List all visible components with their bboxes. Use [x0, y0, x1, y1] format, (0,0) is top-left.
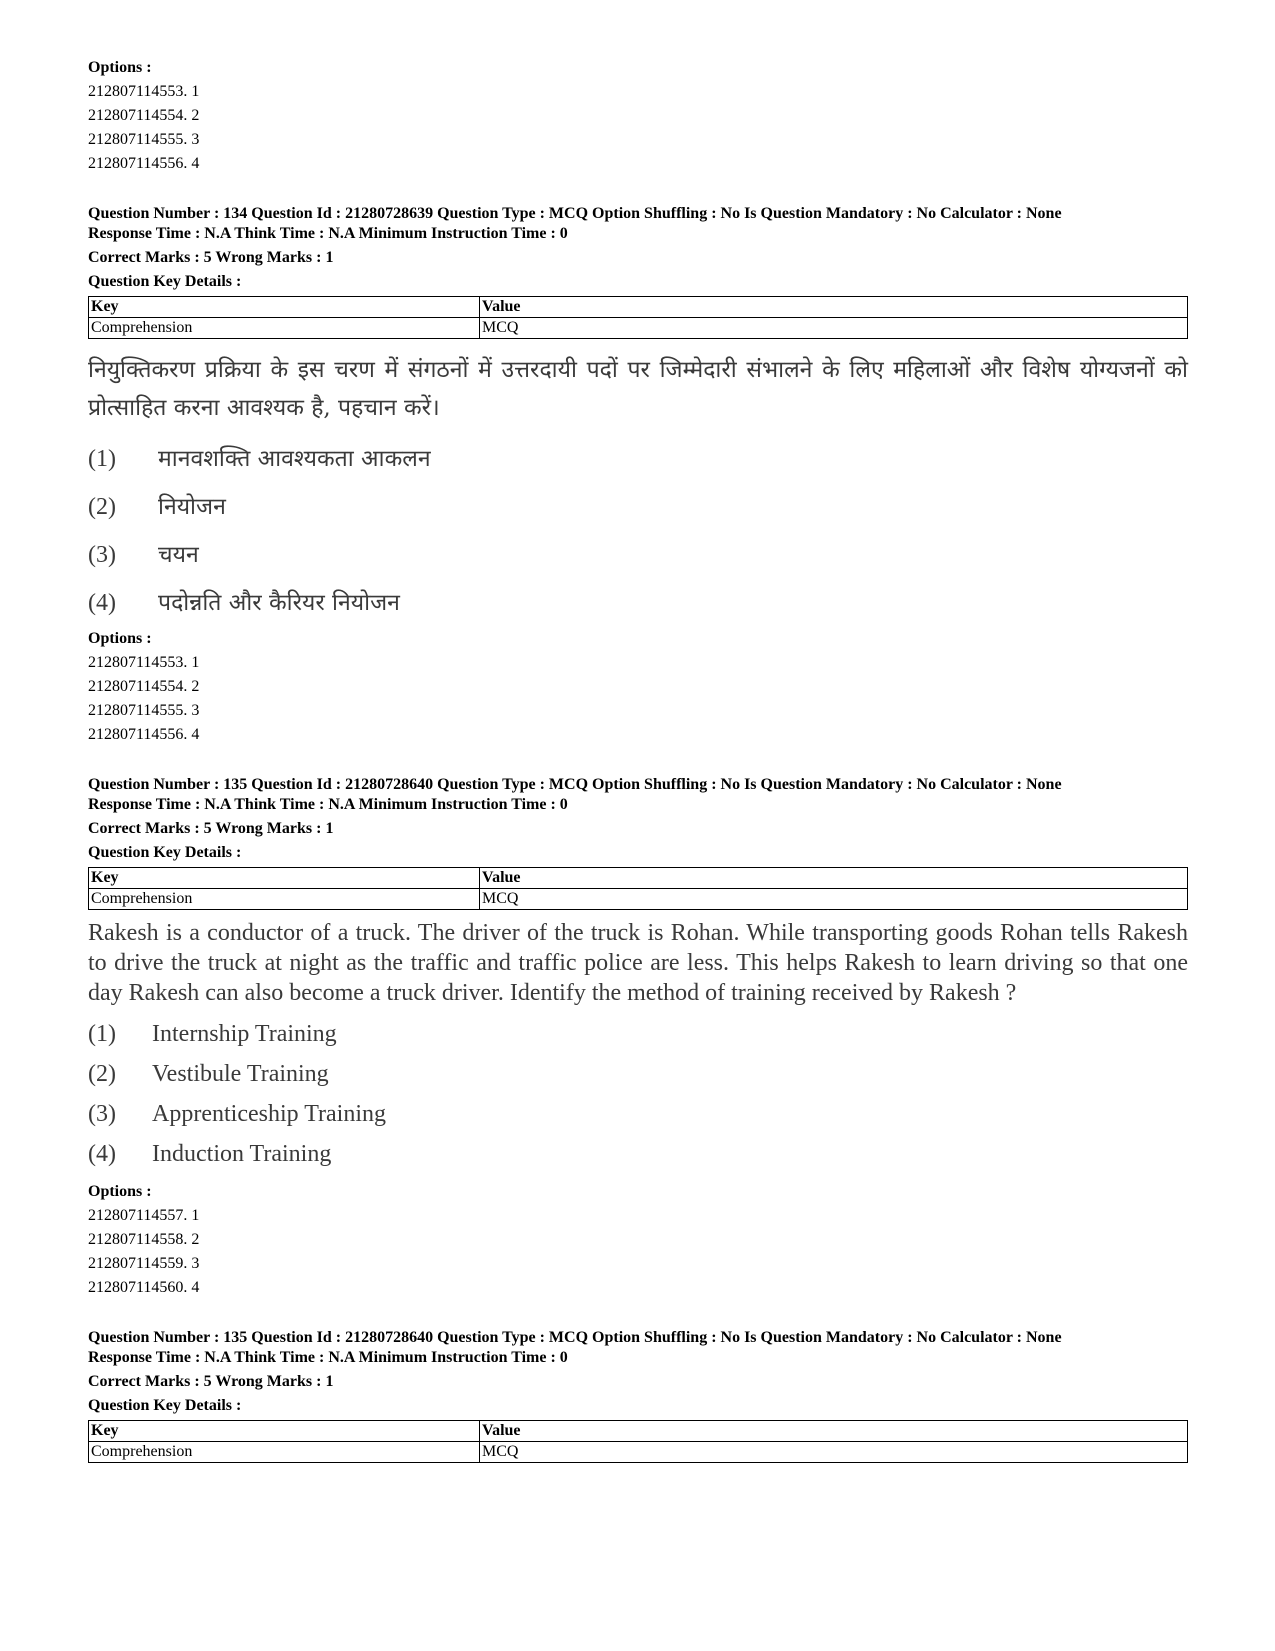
option-item: 212807114555. 3 — [88, 702, 200, 719]
choice-1 — [88, 1014, 1188, 1054]
question-header: Question Number : 135 Question Id : 21280728640 Question Type : MCQ Option Shuffling : No Is Question Mandatory : No Calculator : None — [88, 1329, 1062, 1346]
option-item: 212807114557. 1 — [88, 1207, 200, 1224]
option-item: 212807114554. 2 — [88, 678, 200, 695]
option-item: 212807114556. 4 — [88, 726, 200, 743]
key-details-table — [88, 867, 1188, 910]
key-header: Key — [89, 1421, 480, 1442]
question-header: Question Number : 135 Question Id : 21280728640 Question Type : MCQ Option Shuffling : No Is Question Mandatory : No Calculator : None — [88, 776, 1062, 793]
value-cell: MCQ — [480, 1442, 1188, 1463]
choice-text: मानवशक्ति आवश्यकता आकलन — [158, 446, 431, 472]
question-135-repeat — [88, 1328, 1188, 1463]
key-cell: Comprehension — [89, 1442, 480, 1463]
choice-4 — [88, 1134, 1188, 1174]
question-body — [88, 351, 1188, 627]
option-item: 212807114559. 3 — [88, 1255, 200, 1272]
key-details-table — [88, 1420, 1188, 1463]
option-item: 212807114555. 3 — [88, 131, 200, 148]
question-marks: Correct Marks : 5 Wrong Marks : 1 — [88, 1373, 334, 1390]
choice-number: (4) — [88, 590, 116, 616]
option-item: 212807114553. 1 — [88, 654, 200, 671]
choice-text: Internship Training — [152, 1021, 337, 1047]
options-label: Options : — [88, 630, 152, 647]
choice-2 — [88, 1054, 1188, 1094]
option-item: 212807114558. 2 — [88, 1231, 200, 1248]
value-cell: MCQ — [480, 318, 1188, 339]
choice-text: Apprenticeship Training — [152, 1101, 386, 1127]
choice-number: (1) — [88, 446, 116, 472]
question-timing: Response Time : N.A Think Time : N.A Minimum Instruction Time : 0 — [88, 225, 568, 242]
choice-number: (2) — [88, 494, 116, 520]
choice-4 — [88, 579, 1188, 627]
key-cell: Comprehension — [89, 889, 480, 910]
question-header: Question Number : 134 Question Id : 21280728639 Question Type : MCQ Option Shuffling : No Is Question Mandatory : No Calculator : None — [88, 205, 1062, 222]
value-header: Value — [480, 297, 1188, 318]
question-marks: Correct Marks : 5 Wrong Marks : 1 — [88, 249, 334, 266]
question-134 — [88, 204, 1188, 747]
choice-number: (4) — [88, 1141, 116, 1167]
question-options — [88, 627, 1188, 747]
key-details-label: Question Key Details : — [88, 844, 242, 861]
question-timing: Response Time : N.A Think Time : N.A Minimum Instruction Time : 0 — [88, 796, 568, 813]
choice-text: पदोन्नति और कैरियर नियोजन — [158, 590, 400, 616]
choice-3 — [88, 531, 1188, 579]
key-header: Key — [89, 868, 480, 889]
document-page — [88, 56, 1188, 1463]
key-cell: Comprehension — [89, 318, 480, 339]
options-label: Options : — [88, 1183, 152, 1200]
top-options — [88, 56, 1188, 176]
question-marks: Correct Marks : 5 Wrong Marks : 1 — [88, 820, 334, 837]
choice-number: (3) — [88, 542, 116, 568]
choice-2 — [88, 483, 1188, 531]
choice-1 — [88, 435, 1188, 483]
value-header: Value — [480, 868, 1188, 889]
key-details-label: Question Key Details : — [88, 1397, 242, 1414]
option-item: 212807114553. 1 — [88, 83, 200, 100]
choice-text: चयन — [158, 542, 199, 568]
key-details-label: Question Key Details : — [88, 273, 242, 290]
choice-text: नियोजन — [158, 494, 226, 520]
value-header: Value — [480, 1421, 1188, 1442]
question-timing: Response Time : N.A Think Time : N.A Minimum Instruction Time : 0 — [88, 1349, 568, 1366]
choice-number: (2) — [88, 1061, 116, 1087]
question-stem: Rakesh is a conductor of a truck. The driver of the truck is Rohan. While transporting goods Rohan tells Rakesh to drive the truck at night as the traffic and traffic police are less. This helps Rakesh to learn driving so that one day Rakesh can also become a truck driver. Identify the method of training received by Rakesh ? — [88, 920, 1188, 1006]
question-options — [88, 1180, 1188, 1300]
option-item: 212807114560. 4 — [88, 1279, 200, 1296]
choice-text: Vestibule Training — [152, 1061, 329, 1087]
question-stem: नियुक्तिकरण प्रक्रिया के इस चरण में संगठनों में उत्तरदायी पदों पर जिम्मेदारी संभालने के लिए महिलाओं और विशेष योग्यजनों को प्रोत्साहित करना आवश्यक है, पहचान करें। — [88, 357, 1188, 421]
question-body — [88, 918, 1188, 1174]
option-item: 212807114554. 2 — [88, 107, 200, 124]
value-cell: MCQ — [480, 889, 1188, 910]
key-details-table — [88, 296, 1188, 339]
choice-3 — [88, 1094, 1188, 1134]
option-item: 212807114556. 4 — [88, 155, 200, 172]
choice-number: (1) — [88, 1021, 116, 1047]
options-label: Options : — [88, 59, 152, 76]
choice-number: (3) — [88, 1101, 116, 1127]
question-135 — [88, 775, 1188, 1300]
key-header: Key — [89, 297, 480, 318]
choice-text: Induction Training — [152, 1141, 332, 1167]
